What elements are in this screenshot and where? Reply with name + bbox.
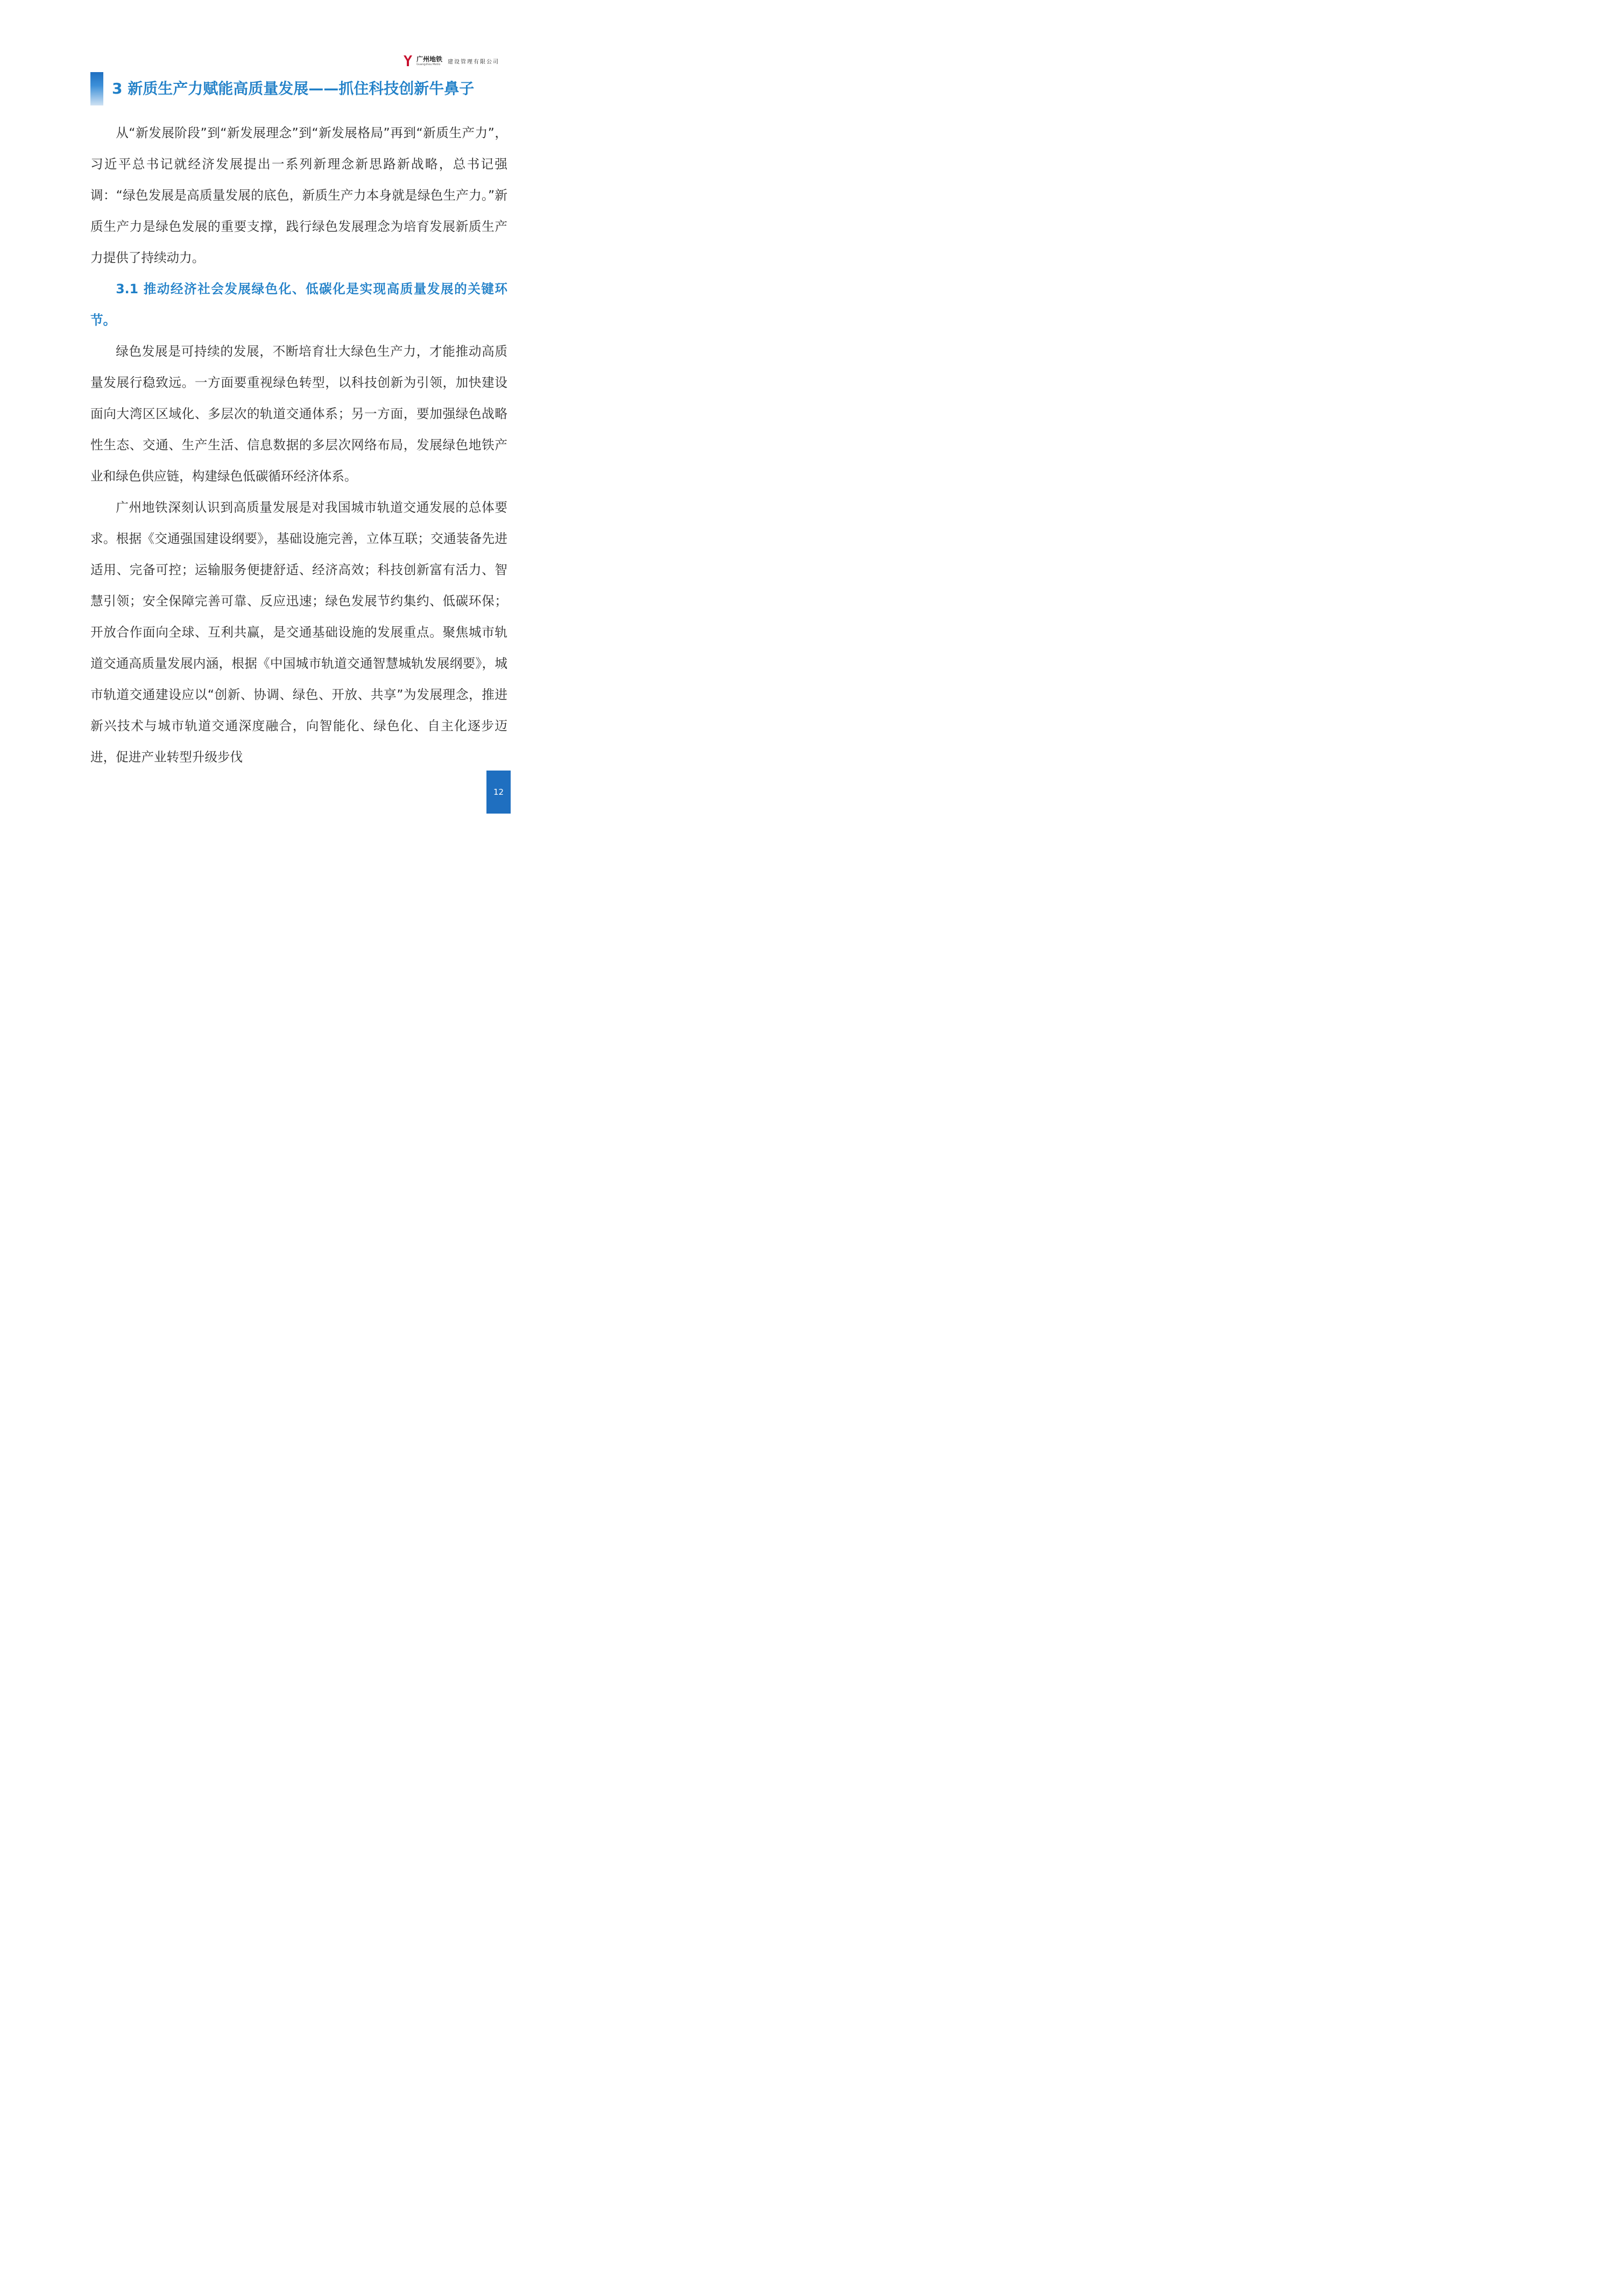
subsection-heading-3-1: 3.1 推动经济社会发展绿色化、低碳化是实现高质量发展的关键环节。 (90, 281, 507, 328)
section-title-accent-bar (90, 72, 103, 105)
logo-chinese-name: 广州地铁 (416, 55, 443, 63)
logo-wordmark (416, 56, 442, 66)
logo-english-name: Guangzhou Metro (416, 62, 441, 66)
paragraph-1: 从“新发展阶段”到“新发展理念”到“新发展格局”再到“新质生产力”，习近平总书记就经济发展提出一系列新理念新思路新战略，总书记强调：“绿色发展是高质量发展的底色，新质生产力本身就是绿色生产力。”新质生产力是绿色发展的重要支撑，践行绿色发展理念为培育发展新质生产力提供了持续动力。 (90, 125, 507, 265)
section-title: 3 新质生产力赋能高质量发展——抓住科技创新牛鼻子 (112, 80, 475, 97)
paragraph-3: 广州地铁深刻认识到高质量发展是对我国城市轨道交通发展的总体要求。根据《交通强国建设纲要》，基础设施完善，立体互联；交通装备先进适用、完备可控；运输服务便捷舒适、经济高效；科技创新富有活力、智慧引领；安全保障完善可靠、反应迅速；绿色发展节约集约、低碳环保；开放合作面向全球、互利共赢，是交通基础设施的发展重点。聚焦城市轨道交通高质量发展内涵，根据《中国城市轨道交通智慧城轨发展纲要》，城市轨道交通建设应以“创新、协调、绿色、开放、共享”为发展理念，推进新兴技术与城市轨道交通深度融合，向智能化、绿色化、自主化逐步迈进，促进产业转型升级步伐 (90, 500, 507, 765)
page-number: 12 (486, 771, 511, 814)
paragraph-2: 绿色发展是可持续的发展，不断培育壮大绿色生产力，才能推动高质量发展行稳致远。一方面要重视绿色转型，以科技创新为引领，加快建设面向大湾区区域化、多层次的轨道交通体系；另一方面，要加强绿色战略性生态、交通、生产生活、信息数据的多层次网络布局，发展绿色地铁产业和绿色供应链，构建绿色低碳循环经济体系。 (90, 344, 507, 484)
guangzhou-metro-logo-icon (403, 54, 413, 67)
body-text (90, 117, 507, 773)
header-logo (403, 54, 505, 68)
company-name: 建设管理有限公司 (448, 59, 500, 65)
